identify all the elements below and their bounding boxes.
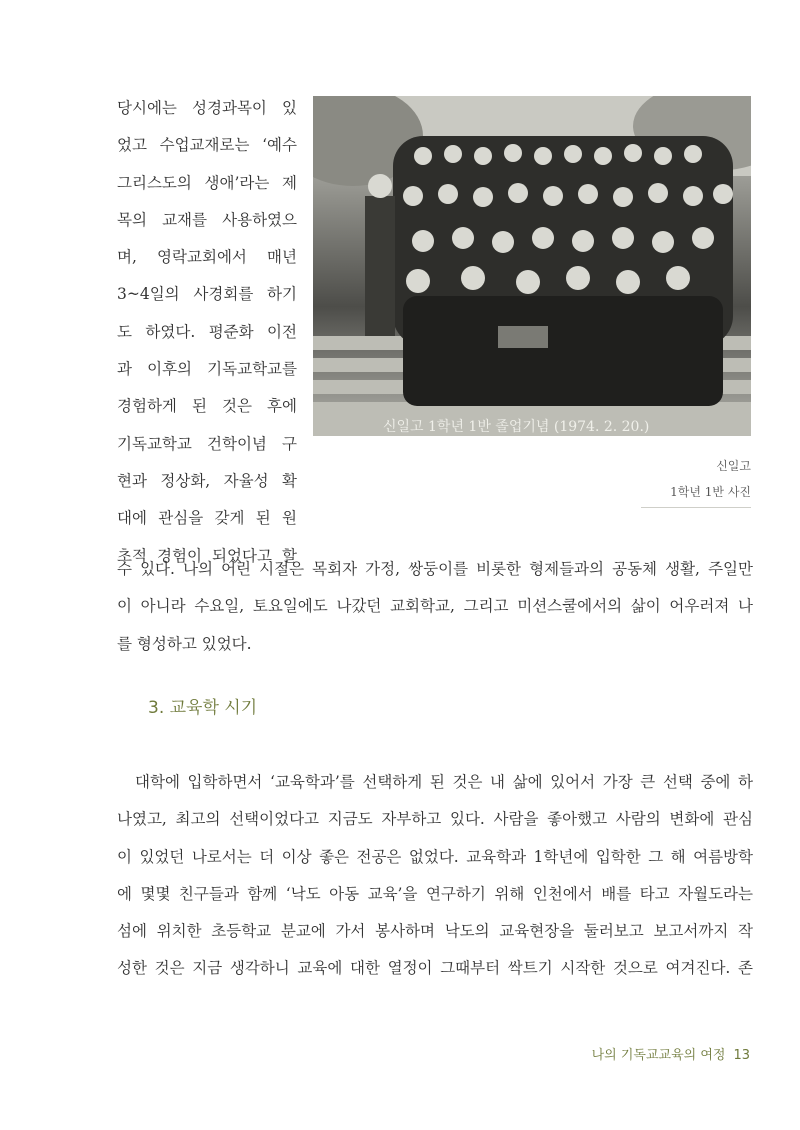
text-line: 를 형성하고 있었다. [117, 634, 252, 653]
text-line: 기독교학교 건학이념 구 [117, 434, 297, 453]
photo-inscription: 신일고 1학년 1반 졸업기념 (1974. 2. 20.) [383, 419, 650, 435]
text-line: 며, 영락교회에서 매년 [117, 248, 297, 267]
text-line: 초적 경험이 되었다고 할 [117, 546, 297, 565]
text-line: 대학에 입학하면서 ‘교육학과’를 선택하게 된 것은 내 삶에 있어서 가장 큰 선택 중에 하 [135, 773, 753, 791]
caption-line: 1학년 1반 사진 [670, 485, 751, 499]
text-line: 이 있었던 나로서는 더 이상 좋은 전공은 없었다. 교육학과 1학년에 입학한 그 해 여름방학 [117, 847, 753, 866]
photo-caption [641, 453, 751, 508]
text-line: 수 있다. 나의 어린 시절은 목회자 가정, 쌍둥이를 비롯한 형제들과의 공동체 생활, 주일만 [117, 560, 753, 578]
text-line: 었고 수업교재로는 ‘예수 [117, 136, 297, 155]
paragraph-education [117, 764, 753, 988]
text-line: 나였고, 최고의 선택이었다고 지금도 자부하고 있다. 사람을 좋아했고 사람의 변화에 관심 [117, 810, 753, 829]
page-number: 13 [733, 1048, 750, 1063]
page-footer [592, 1044, 750, 1063]
text-line: 이 아니라 수요일, 토요일에도 나갔던 교회학교, 그리고 미션스쿨에서의 삶이 어우러져 나 [117, 597, 753, 616]
text-line: 그리스도의 생애’라는 제 [117, 173, 297, 192]
text-line: 도 하였다. 평준화 이전 [117, 322, 297, 341]
class-photo-illustration [313, 96, 751, 436]
text-line: 대에 관심을 갖게 된 원 [117, 509, 297, 528]
text-line: 목의 교재를 사용하였으 [117, 210, 297, 229]
text-line: 경험하게 된 것은 후에 [117, 397, 297, 416]
text-line: 성한 것은 지금 생각하니 교육에 대한 열정이 그때부터 싹트기 시작한 것으로 여겨진다. 존 [117, 959, 753, 978]
text-line: 현과 정상화, 자율성 확 [117, 471, 297, 490]
section-heading: 3. 교육학 시기 [148, 698, 258, 718]
caption-rule [641, 507, 751, 508]
paragraph-continuation [117, 551, 753, 663]
class-photo [313, 96, 751, 436]
running-title: 나의 기독교교육의 여정 [591, 1048, 726, 1063]
text-line: 과 이후의 기독교학교를 [117, 360, 297, 379]
text-line: 에 몇몇 친구들과 함께 ‘낙도 아동 교육’을 연구하기 위해 인천에서 배를 타고 자월도라는 [117, 884, 753, 903]
text-line: 섬에 위치한 초등학교 분교에 가서 봉사하며 낙도의 교육현장을 둘러보고 보고서까지 작 [117, 922, 753, 941]
narrow-text-column [117, 90, 297, 575]
caption-line: 신일고 [716, 459, 751, 473]
text-line: 3~4일의 사경회를 하기 [117, 285, 297, 304]
text-line: 당시에는 성경과목이 있 [117, 99, 297, 117]
